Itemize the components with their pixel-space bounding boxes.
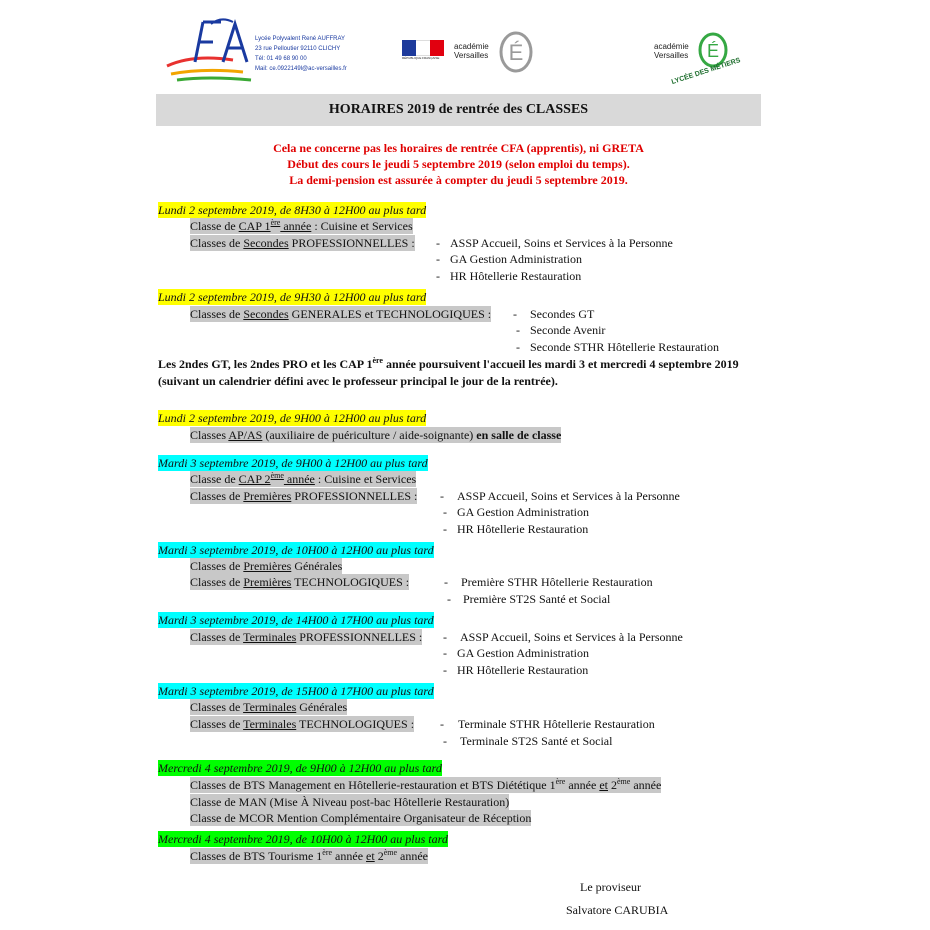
list-item: ASSP Accueil, Soins et Services à la Personne [457,489,680,503]
versailles-label: Versailles [454,51,489,60]
dash: - [436,252,440,266]
section-1-heading: Lundi 2 septembre 2019, de 8H30 à 12H00 au plus tard [158,203,427,217]
dash: - [513,307,517,321]
s8-mcor-line: Classe de MCOR Mention Complémentaire Organisateur de Réception [190,811,532,825]
dash: - [436,269,440,283]
dash: - [443,505,447,519]
section-7-heading: Mardi 3 septembre 2019, de 15H00 à 17H00 au plus tard [158,684,434,698]
lycee-logo-graphic [163,14,258,84]
s5-techno-line: Classes de Premières TECHNOLOGIQUES : [190,575,410,589]
dash: - [440,489,444,503]
notice-line-1: Cela ne concerne pas les horaires de rentrée CFA (apprentis), ni GRETA [273,141,644,155]
dash: - [443,734,447,748]
s2-paragraph-line-2: (suivant un calendrier défini avec le professeur principal le jour de la rentrée). [158,374,558,388]
section-3-heading: Lundi 2 septembre 2019, de 9H00 à 12H00 au plus tard [158,411,427,425]
academie-e-icon [498,26,534,74]
s8-bts-line: Classes de BTS Management en Hôtellerie-restauration et BTS Diététique 1ère année et 2ème année [190,777,662,792]
s1-secondes-line: Classes de Secondes PROFESSIONNELLES : [190,236,415,250]
list-item: Première STHR Hôtellerie Restauration [461,575,653,589]
s8-man-line: Classe de MAN (Mise À Niveau post-bac Hôtellerie Restauration) [190,795,510,809]
s3-apas-line: Classes AP/AS (auxiliaire de puériculture / aide-soignante) en salle de classe [190,428,562,442]
dash: - [443,646,447,660]
svg-text:É: É [508,40,524,65]
academie-label: académie [454,42,489,51]
list-item: HR Hôtellerie Restauration [457,663,589,677]
svg-text:É: É [706,41,720,61]
dash: - [443,663,447,677]
dash: - [447,592,451,606]
section-9-heading: Mercredi 4 septembre 2019, de 10H00 à 12H00 au plus tard [158,832,448,846]
signature-name: Salvatore CARUBIA [566,903,669,917]
dash: - [443,522,447,536]
list-item: GA Gestion Administration [457,505,589,519]
s5-generales-line: Classes de Premières Générales [190,559,343,573]
lycee-name: Lycée Polyvalent René AUFFRAY [255,36,346,42]
s2-secondes-line: Classes de Secondes GENERALES et TECHNOLOGIQUES : [190,307,492,321]
s7-techno-line: Classes de Terminales TECHNOLOGIQUES : [190,717,415,731]
dash: - [516,340,520,354]
versailles-label-2: Versailles [654,51,689,60]
list-item: Seconde STHR Hôtellerie Restauration [530,340,719,354]
page-title [156,94,761,126]
dash: - [443,630,447,644]
lycee-logo [163,14,378,86]
list-item: Seconde Avenir [530,323,606,337]
list-item: GA Gestion Administration [457,646,589,660]
list-item: GA Gestion Administration [450,252,582,266]
lycee-mail: Mail: ce.0922149l@ac-versailles.fr [255,66,347,72]
list-item: Première ST2S Santé et Social [463,592,611,606]
page-title-text: HORAIRES 2019 de rentrée des CLASSES [328,102,589,117]
list-item: HR Hôtellerie Restauration [450,269,582,283]
s4-cap-line: Classe de CAP 2ème année : Cuisine et Services [190,471,417,486]
s4-premieres-line: Classes de Premières PROFESSIONNELLES : [190,489,418,503]
dash: - [436,236,440,250]
notice-line-3: La demi-pension est assurée à compter du jeudi 5 septembre 2019. [289,173,628,187]
section-8-heading: Mercredi 4 septembre 2019, de 9H00 à 12H00 au plus tard [158,761,442,775]
s1-cap-line: Classe de CAP 1ère année : Cuisine et Services [190,218,413,233]
lycee-tel: Tél: 01 49 68 90 00 [255,56,307,62]
section-5-heading: Mardi 3 septembre 2019, de 10H00 à 12H00 au plus tard [158,543,434,557]
list-item: HR Hôtellerie Restauration [457,522,589,536]
list-item: Terminale ST2S Santé et Social [460,734,613,748]
s9-bts-line: Classes de BTS Tourisme 1ère année et 2ème année [190,848,429,863]
list-item: ASSP Accueil, Soins et Services à la Personne [450,236,673,250]
academie-label-2: académie [654,42,689,51]
dash: - [516,323,520,337]
lycee-des-metiers-logo [652,20,742,90]
lycee-des-metiers-arc-text: LYCÉE DES MÉTIERS [670,57,742,86]
s6-terminales-line: Classes de Terminales PROFESSIONNELLES : [190,630,423,644]
marianne-flag-icon [402,40,444,60]
academie-versailles-logo [402,24,537,76]
section-2-heading: Lundi 2 septembre 2019, de 9H30 à 12H00 au plus tard [158,290,427,304]
rf-text: RÉPUBLIQUE FRANÇAISE [402,56,440,60]
notice-line-2: Début des cours le jeudi 5 septembre 2019 (selon emploi du temps). [287,157,630,171]
section-6-heading: Mardi 3 septembre 2019, de 14H00 à 17H00 au plus tard [158,613,434,627]
list-item: Secondes GT [530,307,595,321]
s2-paragraph-line-1: Les 2ndes GT, les 2ndes PRO et les CAP 1ère année poursuivent l'accueil les mardi 3 et mercredi 4 septembre 2019 [158,356,739,371]
list-item: Terminale STHR Hôtellerie Restauration [458,717,655,731]
lycee-address: 23 rue Pelloutier 92110 CLICHY [255,46,341,52]
dash: - [444,575,448,589]
signature-role: Le proviseur [580,880,641,894]
dash: - [440,717,444,731]
list-item: ASSP Accueil, Soins et Services à la Personne [460,630,683,644]
section-4-heading: Mardi 3 septembre 2019, de 9H00 à 12H00 au plus tard [158,456,428,470]
s7-generales-line: Classes de Terminales Générales [190,700,348,714]
